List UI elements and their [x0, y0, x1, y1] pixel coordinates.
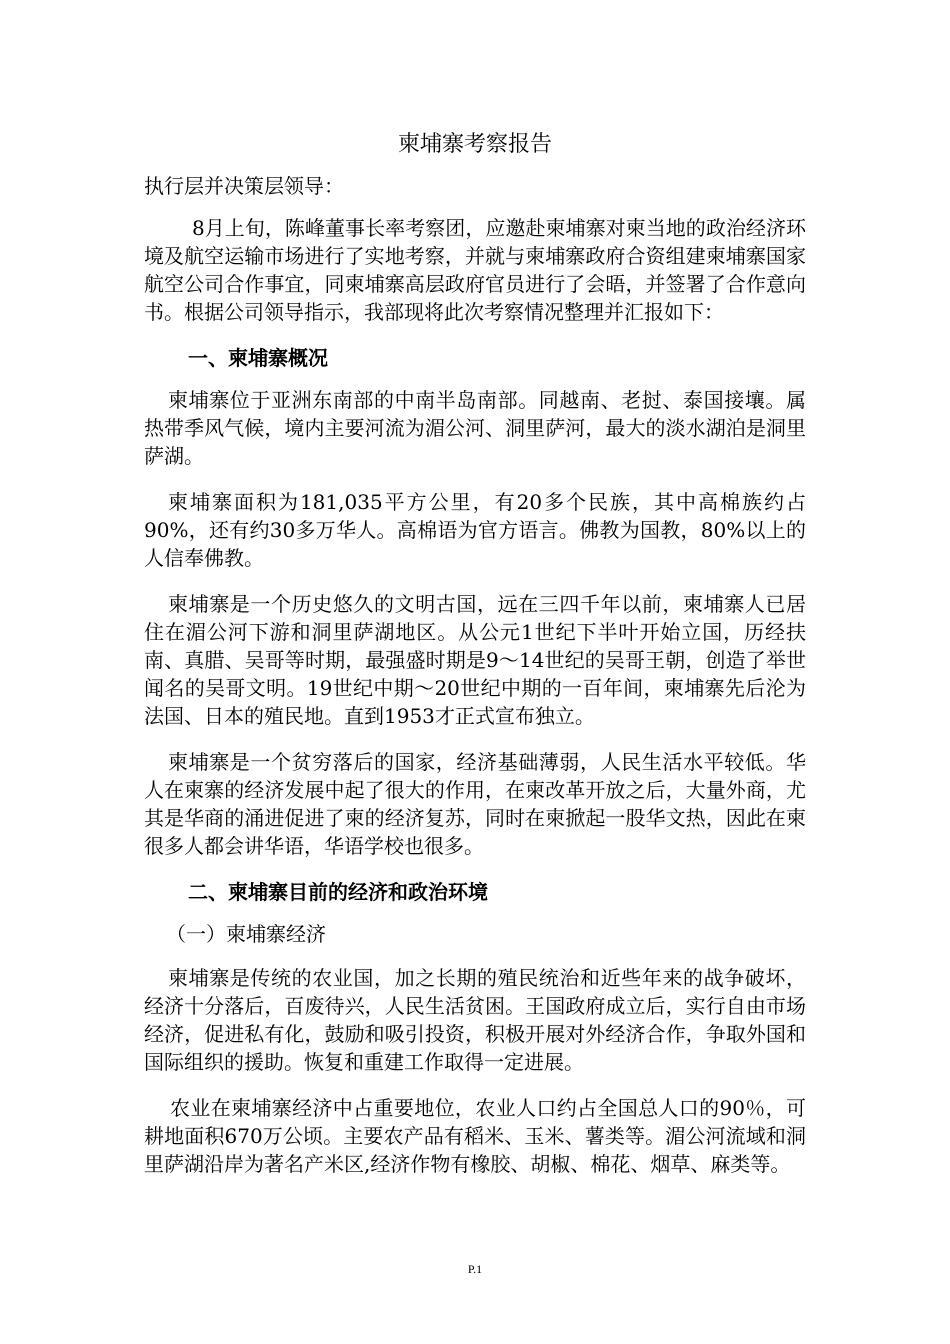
overview-paragraph-population: 柬埔寨面积为181,035平方公里，有20多个民族，其中高棉族约占90%，还有约30多万华人。高棉语为官方语言。佛教为国教，80%以上的人信奉佛教。 [144, 490, 806, 570]
economy-paragraph-agriculture: 农业在柬埔寨经济中占重要地位，农业人口约占全国总人口的90％，可耕地面积670万公顷。主要农产品有稻米、玉米、薯类等。湄公河流域和洞里萨湖沿岸为著名产米区,经济作物有橡胶、胡椒、棉花、烟草、麻类等。 [144, 1096, 806, 1176]
page-number: P.1 [467, 1262, 483, 1276]
economy-paragraph-overview: 柬埔寨是传统的农业国，加之长期的殖民统治和近些年来的战争破坏，经济十分落后，百废待兴，人民生活贫困。王国政府成立后，实行自由市场经济，促进私有化，鼓励和吸引投资，积极开展对外经济合作，争取外国和国际组织的援助。恢复和重建工作取得一定进展。 [144, 966, 806, 1074]
section-heading-overview: 一、柬埔寨概况 [188, 346, 328, 370]
intro-paragraph: 8月上旬，陈峰董事长率考察团，应邀赴柬埔寨对柬当地的政治经济环境及航空运输市场进行了实地考察，并就与柬埔寨政府合资组建柬埔寨国家航空公司合作事宜，同柬埔寨高层政府官员进行了会晤，并签署了合作意向书。根据公司领导指示，我部现将此次考察情况整理并汇报如下： [144, 216, 806, 324]
document-body [144, 128, 806, 1196]
overview-paragraph-history: 柬埔寨是一个历史悠久的文明古国，远在三四千年以前，柬埔寨人已居住在湄公河下游和洞里萨湖地区。从公元1世纪下半叶开始立国，历经扶南、真腊、吴哥等时期，最强盛时期是9～14世纪的吴哥王朝，创造了举世闻名的吴哥文明。19世纪中期～20世纪中期的一百年间，柬埔寨先后沦为法国、日本的殖民地。直到1953才正式宣布独立。 [144, 592, 806, 728]
salutation: 执行层并决策层领导： [144, 174, 344, 198]
subsection-heading-economy: （一）柬埔寨经济 [166, 922, 326, 946]
overview-paragraph-economy: 柬埔寨是一个贫穷落后的国家，经济基础薄弱，人民生活水平较低。华人在柬寨的经济发展中起了很大的作用，在柬改革开放之后，大量外商，尤其是华商的涌进促进了柬的经济复苏，同时在柬掀起一股华文热，因此在柬很多人都会讲华语，华语学校也很多。 [144, 750, 806, 858]
section-heading-environment: 二、柬埔寨目前的经济和政治环境 [188, 880, 488, 904]
page-title: 柬埔寨考察报告 [397, 132, 552, 157]
overview-paragraph-geography: 柬埔寨位于亚洲东南部的中南半岛南部。同越南、老挝、泰国接壤。属热带季风气候，境内主要河流为湄公河、洞里萨河，最大的淡水湖泊是洞里萨湖。 [144, 388, 806, 468]
